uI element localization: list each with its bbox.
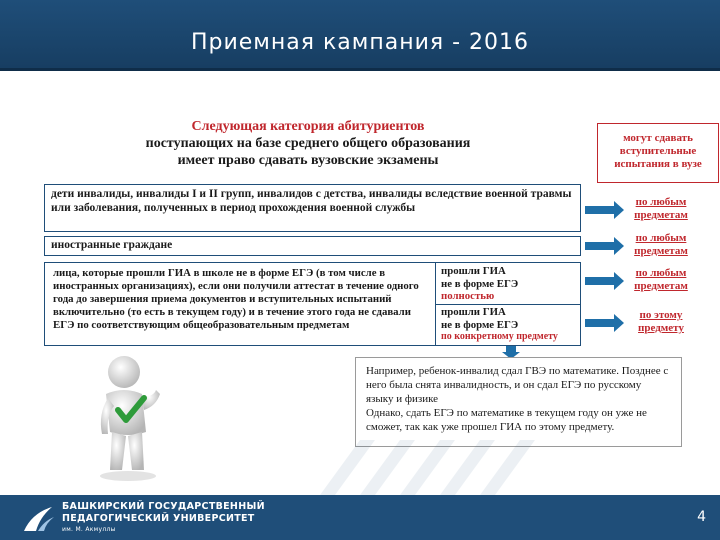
category-row-1 (44, 184, 581, 232)
split-option-subject (441, 306, 579, 344)
subheading-line-1: Следующая категория абитуриентов (191, 119, 425, 134)
split-a-line-1: прошли ГИА (441, 265, 506, 277)
arrow-down (506, 346, 516, 352)
right-info-box (597, 123, 719, 183)
split-b-line-1: прошли ГИА (441, 306, 506, 318)
arrow-right-2 (585, 242, 615, 250)
example-paragraph-1: Например, ребенок-инвалид сдал ГВЭ по математике. Позднее с него была снята инвалидность, и он сдал ЕГЭ по русскому языку и физике (366, 365, 669, 405)
split-option-full (441, 265, 579, 303)
category-row-1-text: дети инвалиды, инвалиды I и II групп, инвалидов с детства, инвалиды вследствие военной травмы или заболевания, полученных в период прохождения военной службы (51, 188, 572, 214)
example-text (356, 358, 681, 440)
split-b-line-2: не в форме ЕГЭ (441, 318, 519, 331)
university-logo-icon (22, 503, 56, 533)
university-name-line-1: БАШКИРСКИЙ ГОСУДАРСТВЕННЫЙ (62, 501, 265, 512)
right-info-text: могут сдавать вступительные испытания в вузе (614, 132, 702, 170)
footer-bar (0, 495, 720, 540)
category-row-3 (44, 262, 581, 346)
subheading-line-2: поступающих на базе среднего общего образования (145, 136, 471, 151)
subheading-line-3: имеет право сдавать вузовские экзамены (177, 153, 439, 168)
page-number: 4 (697, 509, 706, 525)
university-name-line-3: им. М. Акмуллы (62, 526, 116, 533)
arrow-right-3 (585, 277, 615, 285)
split-b-line-3: по конкретному предмету (441, 331, 558, 342)
row-3-horizontal-divider (435, 304, 580, 305)
arrow-right-1 (585, 206, 615, 214)
category-row-2 (44, 236, 581, 256)
example-paragraph-2: Однако, сдать ЕГЭ по математике в текущем году он уже не сможет, так как уже прошел ГИА по этому предмету. (366, 407, 647, 433)
page-title: Приемная кампания - 2016 (190, 30, 530, 55)
category-row-2-text: иностранные граждане (51, 239, 173, 251)
university-name-line-2: ПЕДАГОГИЧЕСКИЙ УНИВЕРСИТЕТ (62, 513, 255, 524)
result-4: по этому предмету (638, 309, 684, 334)
arrow-right-4 (585, 319, 615, 327)
header-divider (0, 68, 720, 71)
person-checkmark-icon (88, 352, 168, 482)
result-3: по любым предметам (634, 267, 688, 292)
split-a-line-3: полностью (441, 290, 495, 302)
result-2: по любым предметам (634, 232, 688, 257)
split-a-line-2: не в форме ЕГЭ (441, 277, 519, 290)
subheading (108, 118, 508, 169)
result-1: по любым предметам (634, 196, 688, 221)
watermark-stripes (300, 440, 560, 495)
category-row-3-text: лица, которые прошли ГИА в школе не в форме ЕГЭ (в том числе в иностранных организациях), если они получили аттестат в течение одного года до завершения приема документов и вступительных испытаний включительно (то есть в текущем году) и в течение этого года не сдавали ЕГЭ по соответствующим общеобразовательным предметам (53, 267, 419, 331)
example-box (355, 357, 682, 447)
